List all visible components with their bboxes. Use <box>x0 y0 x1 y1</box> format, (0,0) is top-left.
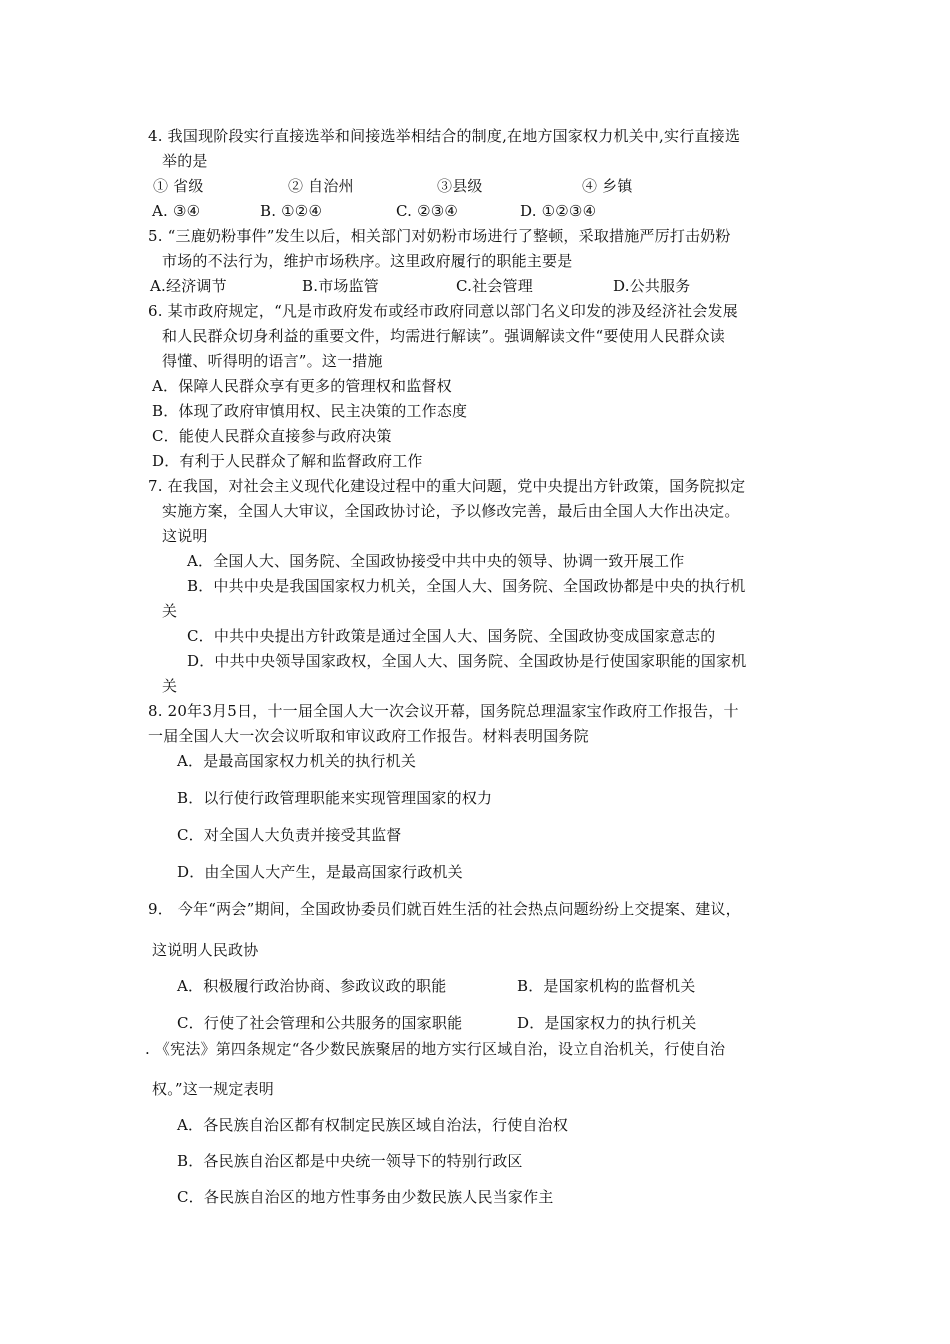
q5-stem-line2: 市场的不法行为，维护市场秩序。这里政府履行的职能主要是 <box>162 252 573 270</box>
q4-option-c: C. ②③④ <box>396 202 459 220</box>
q8-option-d: D．由全国人大产生，是最高国家行政机关 <box>177 863 463 881</box>
q9-stem-line2: 这说明人民政协 <box>152 941 259 959</box>
q6-option-b: B．体现了政府审慎用权、民主决策的工作态度 <box>152 402 468 420</box>
q7-option-b-line2: 关 <box>162 602 178 620</box>
q4-option-d: D. ①②③④ <box>520 202 597 220</box>
q9-option-b: B．是国家机构的监督机关 <box>517 977 696 995</box>
q8-stem-line1: 8. 20年3月5日，十一届全国人大一次会议开幕，国务院总理温家宝作政府工作报告，十 <box>148 702 739 720</box>
q7-option-b-line1: B．中共中央是我国国家权力机关，全国人大、国务院、全国政协都是中央的执行机 <box>187 577 746 595</box>
q7-stem-line1: 7. 在我国，对社会主义现代化建设过程中的重大问题，党中央提出方针政策，国务院拟定 <box>148 477 746 495</box>
q4-option-b: B. ①②④ <box>260 202 323 220</box>
q6-option-c: C．能使人民群众直接参与政府决策 <box>152 427 392 445</box>
q5-option-a: A.经济调节 <box>150 277 227 295</box>
q8-option-b: B．以行使行政管理职能来实现管理国家的权力 <box>177 789 493 807</box>
q10-option-b: B．各民族自治区都是中央统一领导下的特别行政区 <box>177 1152 523 1170</box>
q6-stem-line3: 得懂、听得明的语言”。这一措施 <box>162 352 383 370</box>
q8-option-c: C．对全国人大负责并接受其监督 <box>177 826 402 844</box>
q8-option-a: A．是最高国家权力机关的执行机关 <box>177 752 417 770</box>
q10-stem-line2: 权。”这一规定表明 <box>152 1080 274 1098</box>
q6-stem-line2: 和人民群众切身利益的重要文件，均需进行解读”。强调解读文件“要使用人民群众读 <box>162 327 725 345</box>
q9-option-a: A．积极履行政治协商、参政议政的职能 <box>177 977 447 995</box>
q4-item-2: ② 自治州 <box>288 177 354 195</box>
q4-item-4: ④ 乡镇 <box>582 177 633 195</box>
q4-item-1: ① 省级 <box>153 177 204 195</box>
q4-stem-line2: 举的是 <box>162 152 208 170</box>
q6-option-a: A．保障人民群众享有更多的管理权和监督权 <box>152 377 452 395</box>
q5-option-b: B.市场监管 <box>302 277 379 295</box>
q7-option-d-line2: 关 <box>162 677 178 695</box>
q7-stem-line3: 这说明 <box>162 527 208 545</box>
q5-option-c: C.社会管理 <box>456 277 533 295</box>
q10-option-a: A．各民族自治区都有权制定民族区域自治法，行使自治权 <box>177 1116 569 1134</box>
q10-stem-line1: . 《宪法》第四条规定“各少数民族聚居的地方实行区域自治，设立自治机关，行使自治 <box>145 1040 726 1058</box>
q4-option-a: A. ③④ <box>152 202 201 220</box>
q8-stem-line2: 一届全国人大一次会议听取和审议政府工作报告。材料表明国务院 <box>148 727 589 745</box>
q9-stem-line1: 9． 今年“两会”期间，全国政协委员们就百姓生活的社会热点问题纷纷上交提案、建议， <box>148 900 741 918</box>
q5-option-d: D.公共服务 <box>613 277 691 295</box>
q4-item-3: ③县级 <box>437 177 483 195</box>
q7-option-c: C．中共中央提出方针政策是通过全国人大、国务院、全国政协变成国家意志的 <box>187 627 716 645</box>
q6-option-d: D．有利于人民群众了解和监督政府工作 <box>152 452 423 470</box>
q9-option-c: C．行使了社会管理和公共服务的国家职能 <box>177 1014 463 1032</box>
q7-option-d-line1: D．中共中央领导国家政权，全国人大、国务院、全国政协是行使国家职能的国家机 <box>187 652 747 670</box>
q6-stem-line1: 6. 某市政府规定，“凡是市政府发布或经市政府同意以部门名义印发的涉及经济社会发展 <box>148 302 738 320</box>
q5-stem-line1: 5. “三鹿奶粉事件”发生以后，相关部门对奶粉市场进行了整顿，采取措施严厉打击奶粉 <box>148 227 731 245</box>
q7-option-a: A．全国人大、国务院、全国政协接受中共中央的领导、协调一致开展工作 <box>187 552 685 570</box>
q10-option-c: C．各民族自治区的地方性事务由少数民族人民当家作主 <box>177 1188 554 1206</box>
q9-option-d: D．是国家权力的执行机关 <box>517 1014 697 1032</box>
q4-stem-line1: 4. 我国现阶段实行直接选举和间接选举相结合的制度,在地方国家权力机关中,实行直接选 <box>148 127 741 145</box>
q7-stem-line2: 实施方案，全国人大审议，全国政协讨论，予以修改完善，最后由全国人大作出决定。 <box>162 502 740 520</box>
